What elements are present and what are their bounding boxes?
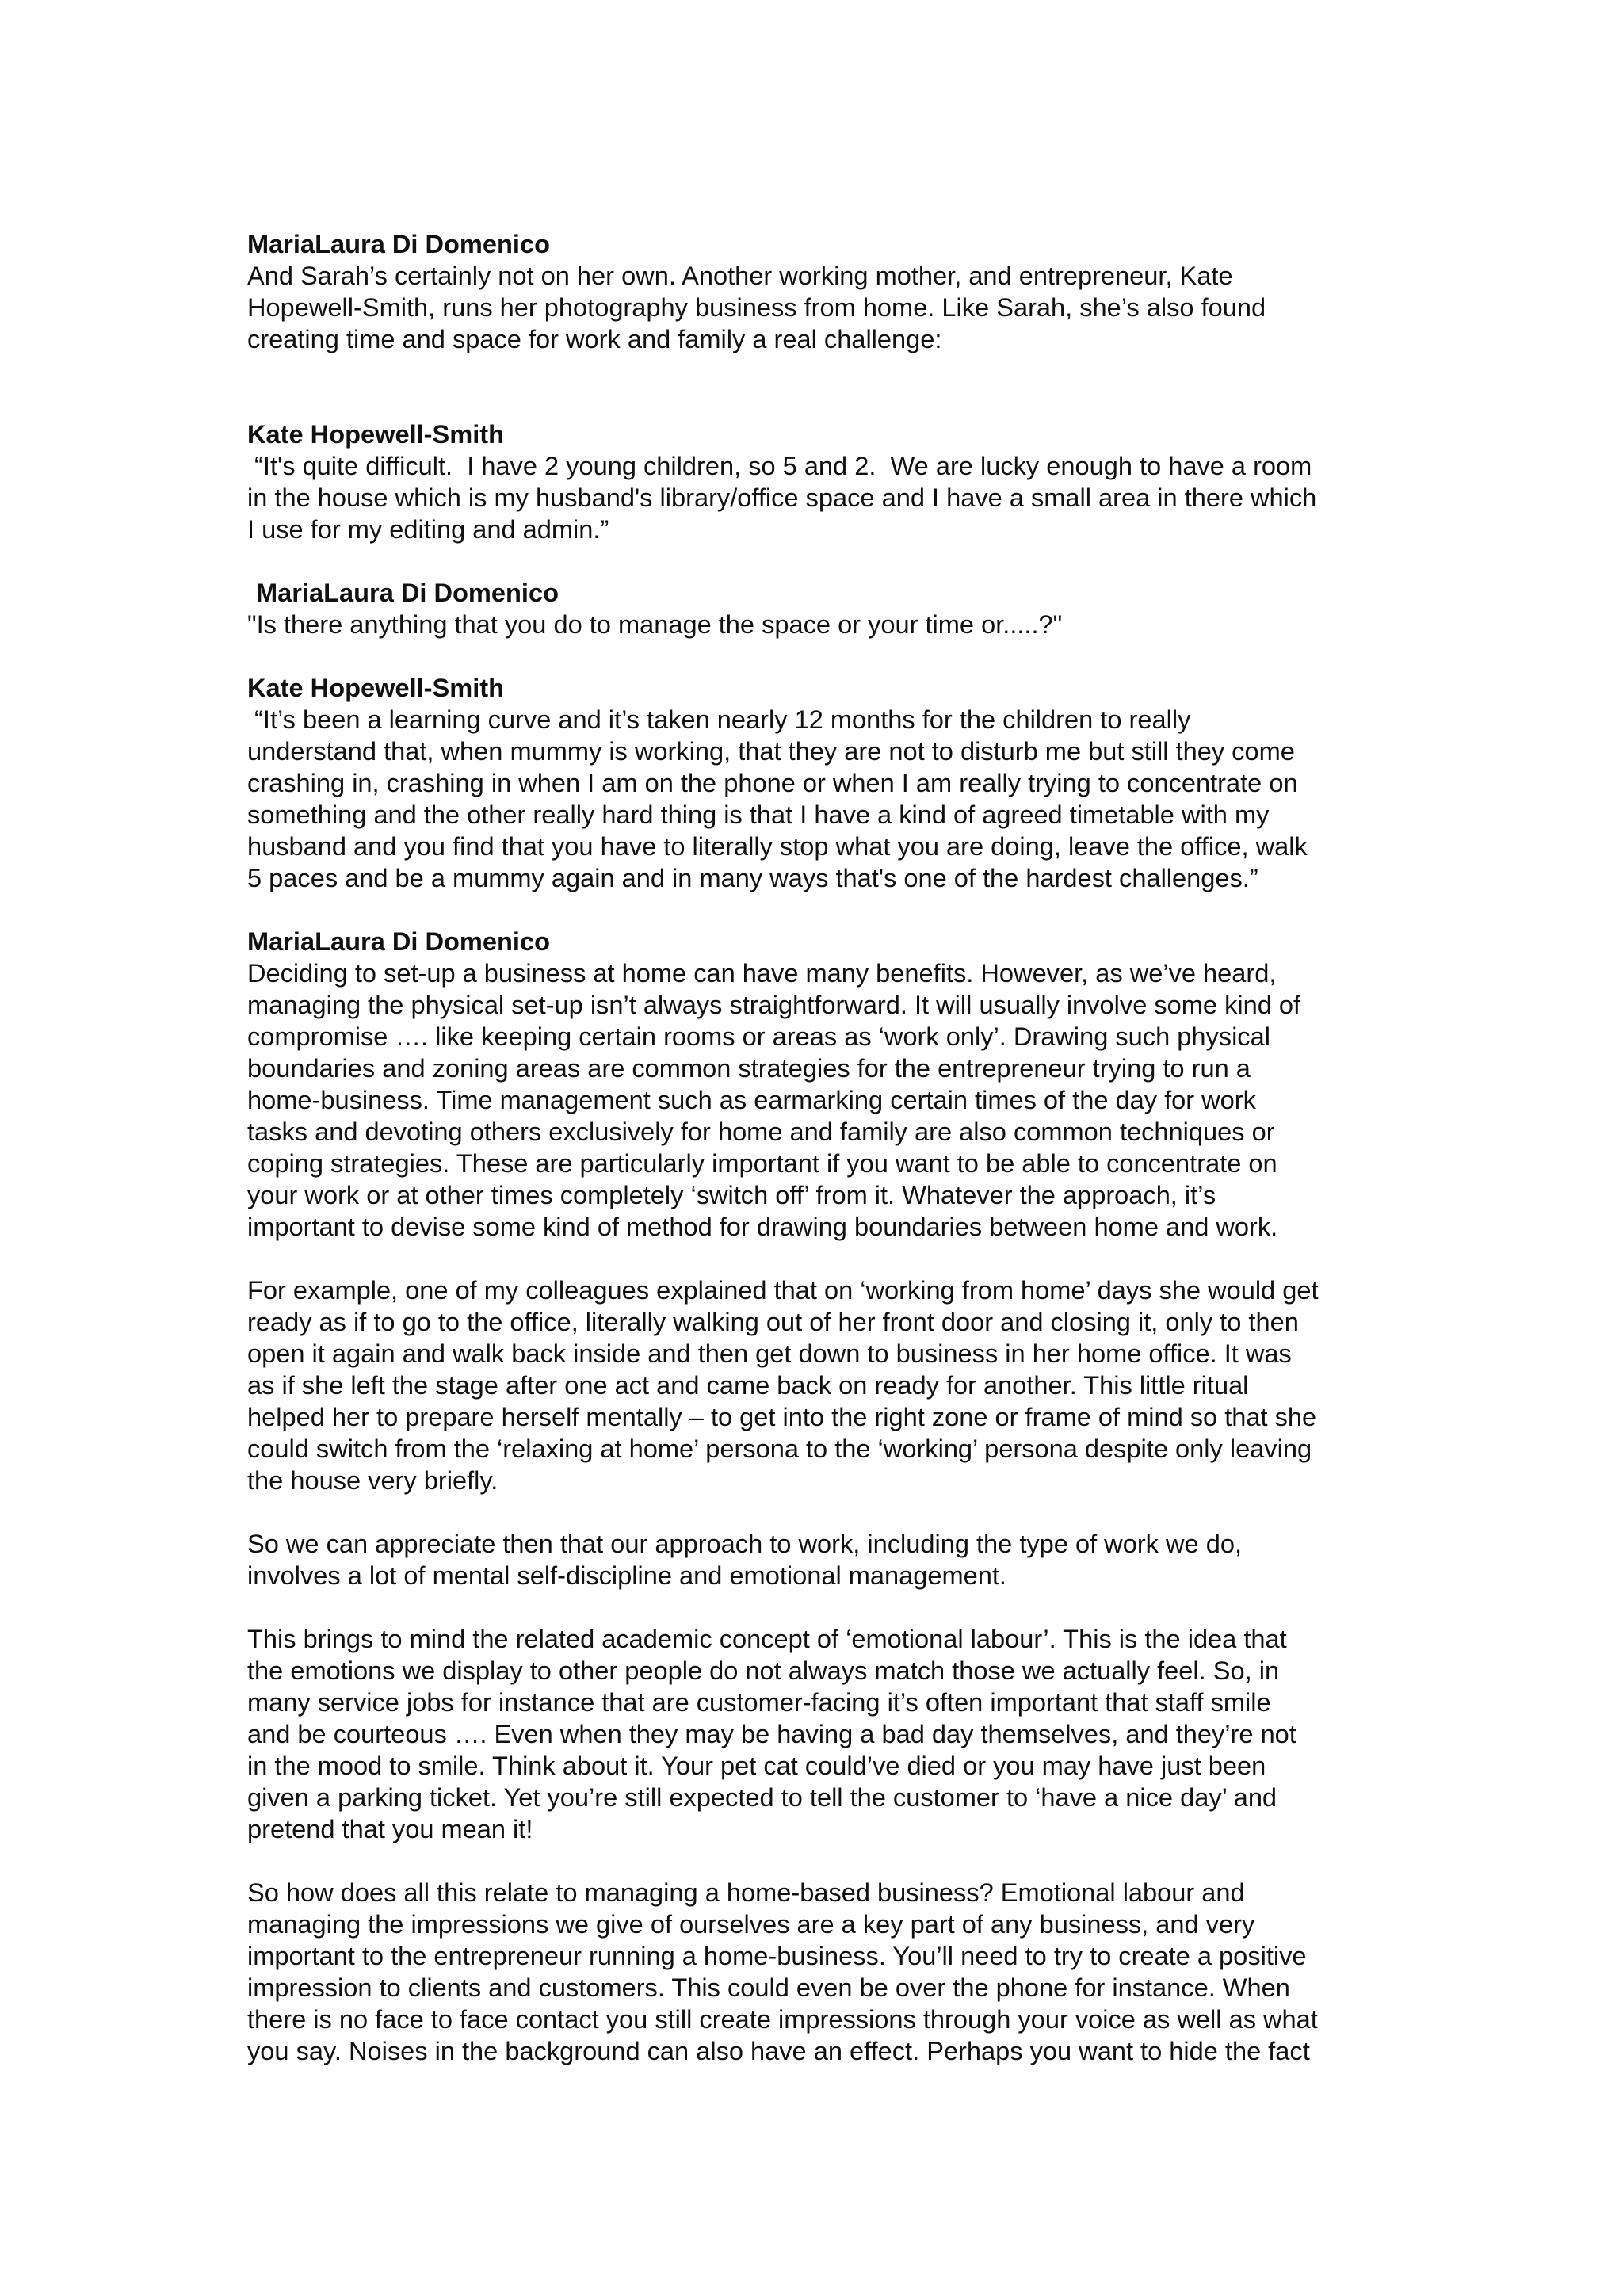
- text-line: home-business. Time management such as earmarking certain times of the day for work: [247, 1085, 1256, 1114]
- speech-text: [247, 260, 1404, 355]
- text-line: could switch from the ‘relaxing at home’ persona to the ‘working’ persona despite only leaving: [247, 1434, 1312, 1463]
- text-line: Hopewell-Smith, runs her photography business from home. Like Sarah, she’s also found: [247, 292, 1266, 322]
- speaker-name: MariaLaura Di Domenico: [256, 578, 559, 607]
- body-paragraph: [247, 1877, 1404, 2067]
- text-line: there is no face to face contact you still create impressions through your voice as well as what: [247, 2004, 1318, 2034]
- speaker-name: Kate Hopewell-Smith: [247, 673, 505, 702]
- speaker-name: MariaLaura Di Domenico: [247, 926, 550, 956]
- speech-text: [247, 704, 1404, 894]
- text-line: crashing in, crashing in when I am on the phone or when I am really trying to concentrate on: [247, 768, 1298, 797]
- transcript-block: [247, 577, 1404, 640]
- text-line: boundaries and zoning areas are common strategies for the entrepreneur trying to run a: [247, 1053, 1251, 1083]
- text-line: husband and you find that you have to literally stop what you are doing, leave the office, walk: [247, 831, 1308, 861]
- speech-text: [247, 609, 1404, 640]
- text-line: coping strategies. These are particularly important if you want to be able to concentrate on: [247, 1148, 1277, 1178]
- text-line: understand that, when mummy is working, that they are not to disturb me but still they come: [247, 736, 1295, 766]
- text-line: ready as if to go to the office, literally walking out of her front door and closing it, only to then: [247, 1307, 1299, 1336]
- text-line: important to the entrepreneur running a home-business. You’ll need to try to create a positive: [247, 1941, 1307, 1970]
- text-line: managing the impressions we give of ourselves are a key part of any business, and very: [247, 1909, 1255, 1939]
- text-line: and be courteous …. Even when they may be having a bad day themselves, and they’re not: [247, 1719, 1296, 1748]
- body-paragraph: [247, 1623, 1404, 1845]
- transcript-block: [247, 418, 1404, 545]
- speaker-name: MariaLaura Di Domenico: [247, 229, 550, 258]
- text-line: many service jobs for instance that are customer-facing it’s often important that staff smile: [247, 1687, 1271, 1717]
- text-line: And Sarah’s certainly not on her own. Another working mother, and entrepreneur, Kate: [247, 261, 1233, 290]
- text-line: “It’s been a learning curve and it’s taken nearly 12 months for the children to really: [247, 705, 1191, 734]
- text-line: as if she left the stage after one act and came back on ready for another. This little ritual: [247, 1370, 1249, 1400]
- text-line: For example, one of my colleagues explained that on ‘working from home’ days she would get: [247, 1275, 1319, 1305]
- text-line: the house very briefly.: [247, 1465, 498, 1495]
- speaker-name: Kate Hopewell-Smith: [247, 419, 505, 449]
- text-line: you say. Noises in the background can also have an effect. Perhaps you want to hide the fact: [247, 2036, 1310, 2065]
- document-page: [247, 228, 1404, 2067]
- text-line: Deciding to set-up a business at home can have many benefits. However, as we’ve heard,: [247, 958, 1277, 988]
- transcript-block: [247, 926, 1404, 1243]
- text-line: impression to clients and customers. This could even be over the phone for instance. When: [247, 1973, 1290, 2002]
- text-line: helped her to prepare herself mentally – to get into the right zone or frame of mind so that she: [247, 1402, 1317, 1431]
- text-line: pretend that you mean it!: [247, 1814, 533, 1843]
- text-line: tasks and devoting others exclusively for home and family are also common techniques or: [247, 1117, 1275, 1146]
- text-line: This brings to mind the related academic concept of ‘emotional labour’. This is the idea that: [247, 1624, 1287, 1653]
- text-line: involves a lot of mental self-discipline and emotional management.: [247, 1561, 1006, 1590]
- text-line: your work or at other times completely ‘switch off’ from it. Whatever the approach, it’s: [247, 1180, 1216, 1209]
- text-line: creating time and space for work and family a real challenge:: [247, 324, 942, 353]
- text-line: So how does all this relate to managing a home-based business? Emotional labour and: [247, 1878, 1245, 1907]
- text-line: in the house which is my husband's library/office space and I have a small area in there which: [247, 483, 1317, 512]
- body-paragraph: [247, 1528, 1404, 1591]
- text-line: the emotions we display to other people do not always match those we actually feel. So, in: [247, 1656, 1280, 1685]
- text-line: managing the physical set-up isn’t always straightforward. It will usually involve some kind of: [247, 990, 1301, 1019]
- text-line: "Is there anything that you do to manage the space or your time or.....?": [247, 609, 1063, 639]
- text-line: given a parking ticket. Yet you’re still expected to tell the customer to ‘have a nice day’ and: [247, 1782, 1277, 1812]
- text-line: I use for my editing and admin.”: [247, 514, 609, 544]
- text-line: “It's quite difficult. I have 2 young children, so 5 and 2. We are lucky enough to have a room: [247, 451, 1312, 480]
- text-line: 5 paces and be a mummy again and in many ways that's one of the hardest challenges.”: [247, 863, 1258, 892]
- text-line: something and the other really hard thing is that I have a kind of agreed timetable with my: [247, 800, 1270, 829]
- speech-text: [247, 957, 1404, 1243]
- text-line: open it again and walk back inside and then get down to business in her home office. It was: [247, 1339, 1292, 1368]
- speech-text: [247, 450, 1404, 545]
- transcript-block: [247, 672, 1404, 894]
- text-line: important to devise some kind of method for drawing boundaries between home and work.: [247, 1212, 1278, 1241]
- text-line: in the mood to smile. Think about it. Your pet cat could’ve died or you may have just been: [247, 1751, 1266, 1780]
- text-line: So we can appreciate then that our approach to work, including the type of work we do,: [247, 1529, 1243, 1558]
- body-paragraph: [247, 1274, 1404, 1496]
- text-line: compromise …. like keeping certain rooms or areas as ‘work only’. Drawing such physical: [247, 1022, 1270, 1051]
- transcript-block: [247, 228, 1404, 355]
